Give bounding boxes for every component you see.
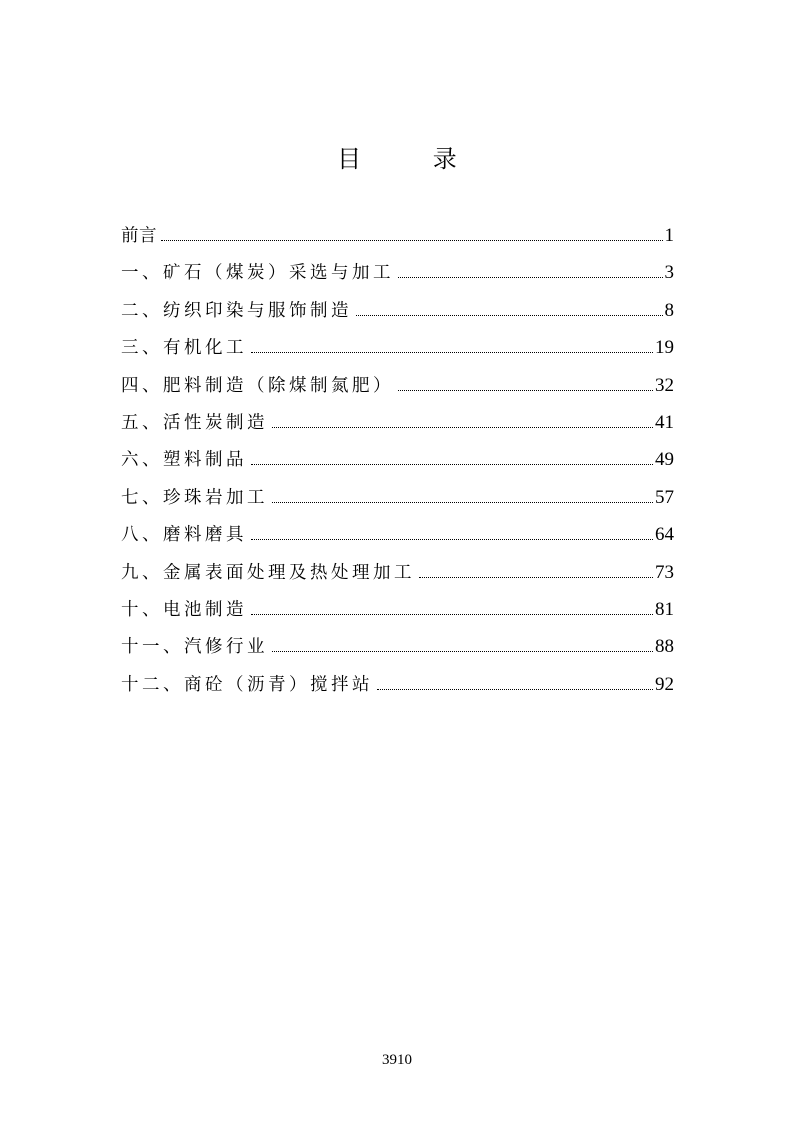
toc-leader-dots bbox=[251, 614, 653, 615]
toc-page-number: 41 bbox=[655, 411, 674, 433]
toc-entry-10[interactable] bbox=[121, 596, 674, 633]
toc-label: 十一、汽修行业 bbox=[121, 637, 268, 658]
toc-leader-dots bbox=[398, 277, 663, 278]
toc-leader-dots bbox=[272, 427, 653, 428]
toc-leader-dots bbox=[419, 577, 653, 578]
table-of-contents bbox=[121, 222, 674, 708]
toc-entry-2[interactable] bbox=[121, 297, 674, 334]
toc-leader-dots bbox=[398, 390, 653, 391]
toc-entry-8[interactable] bbox=[121, 521, 674, 558]
toc-page-number: 57 bbox=[655, 486, 674, 508]
toc-label: 四、肥料制造（除煤制氮肥） bbox=[121, 375, 394, 396]
toc-page-number: 49 bbox=[655, 449, 674, 471]
toc-leader-dots bbox=[251, 464, 653, 465]
toc-label: 一、矿石（煤炭）采选与加工 bbox=[121, 263, 394, 284]
toc-entry-4[interactable] bbox=[121, 372, 674, 409]
toc-leader-dots bbox=[377, 689, 653, 690]
toc-page-number: 8 bbox=[664, 299, 674, 321]
toc-leader-dots bbox=[161, 240, 663, 241]
toc-page-number: 3 bbox=[664, 262, 674, 284]
toc-page-number: 1 bbox=[664, 225, 674, 246]
toc-page-number: 92 bbox=[655, 673, 674, 695]
toc-entry-3[interactable] bbox=[121, 334, 674, 371]
toc-page-number: 32 bbox=[655, 374, 674, 396]
toc-page-number: 19 bbox=[655, 337, 674, 359]
toc-label: 五、活性炭制造 bbox=[121, 412, 268, 433]
toc-label: 前言 bbox=[121, 226, 157, 246]
toc-label: 十、电池制造 bbox=[121, 599, 247, 620]
toc-page-number: 64 bbox=[655, 524, 674, 546]
toc-label: 八、磨料磨具 bbox=[121, 525, 247, 546]
toc-label: 六、塑料制品 bbox=[121, 450, 247, 471]
toc-label: 九、金属表面处理及热处理加工 bbox=[121, 562, 415, 583]
toc-entry-7[interactable] bbox=[121, 484, 674, 521]
toc-leader-dots bbox=[272, 651, 653, 652]
toc-label: 三、有机化工 bbox=[121, 338, 247, 359]
toc-leader-dots bbox=[272, 502, 653, 503]
toc-entry-12[interactable] bbox=[121, 671, 674, 708]
page-number-footer: 3910 bbox=[382, 1052, 412, 1068]
toc-entry-1[interactable] bbox=[121, 259, 674, 296]
toc-page-number: 81 bbox=[655, 598, 674, 620]
toc-page-number: 88 bbox=[655, 636, 674, 658]
toc-leader-dots bbox=[356, 315, 663, 316]
page-title: 目 录 bbox=[337, 145, 489, 173]
toc-label: 二、纺织印染与服饰制造 bbox=[121, 300, 352, 321]
toc-entry-6[interactable] bbox=[121, 446, 674, 483]
toc-leader-dots bbox=[251, 539, 653, 540]
toc-entry-preface[interactable] bbox=[121, 222, 674, 259]
toc-label: 十二、商砼（沥青）搅拌站 bbox=[121, 674, 373, 695]
toc-entry-5[interactable] bbox=[121, 409, 674, 446]
toc-page-number: 73 bbox=[655, 561, 674, 583]
toc-leader-dots bbox=[251, 352, 653, 353]
toc-label: 七、珍珠岩加工 bbox=[121, 487, 268, 508]
toc-entry-9[interactable] bbox=[121, 559, 674, 596]
toc-entry-11[interactable] bbox=[121, 633, 674, 670]
